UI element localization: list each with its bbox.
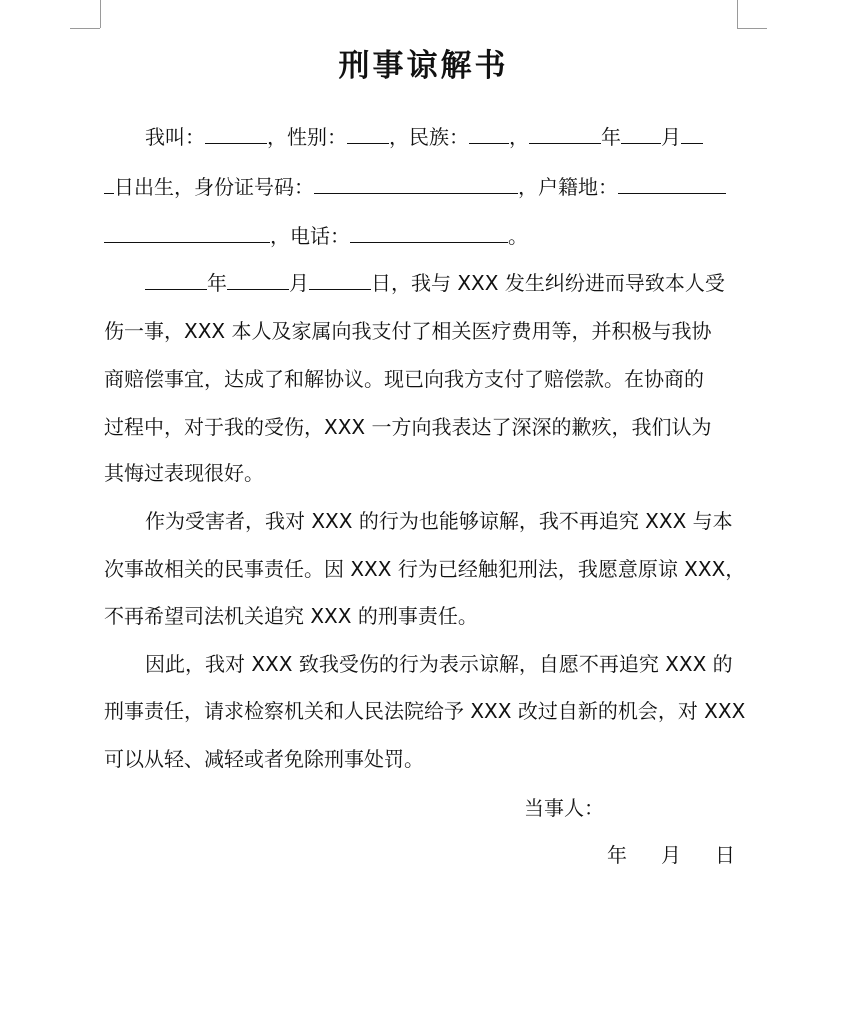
para2-line-3: 商赔偿事宜，达成了和解协议。现已向我方支付了赔偿款。在协商的 bbox=[104, 367, 704, 391]
info-line-1: 我叫： ，性别： ，民族： ， 年 月 bbox=[145, 124, 703, 150]
incident-day-blank bbox=[309, 271, 371, 290]
date-year: 年 bbox=[607, 843, 627, 867]
para3-line-2: 次事故相关的民事责任。因 XXX 行为已经触犯刑法，我愿意原谅 XXX， bbox=[104, 557, 746, 581]
incident-month-blank bbox=[227, 271, 289, 290]
signature-date bbox=[607, 842, 735, 868]
info-line-3: ，电话： 。 bbox=[104, 223, 528, 249]
document-title: 刑事谅解书 bbox=[338, 48, 509, 84]
info-line-2: 日出生，身份证号码： ，户籍地： bbox=[104, 174, 726, 200]
birth-month-blank bbox=[621, 125, 661, 144]
para2-line-4: 过程中，对于我的受伤，XXX 一方向我表达了深深的歉疚，我们认为 bbox=[104, 415, 712, 439]
phone-blank bbox=[350, 224, 508, 243]
birth-day-blank-cont bbox=[104, 175, 114, 194]
name-blank bbox=[205, 125, 267, 144]
para3-line-3: 不再希望司法机关追究 XXX 的刑事责任。 bbox=[104, 604, 478, 628]
ethnicity-blank bbox=[469, 125, 509, 144]
para2-line-5: 其悔过表现很好。 bbox=[104, 461, 264, 485]
para4-line-3: 可以从轻、减轻或者免除刑事处罚。 bbox=[104, 747, 424, 771]
id-number-blank bbox=[314, 175, 518, 194]
para4-line-1: 因此，我对 XXX 致我受伤的行为表示谅解，自愿不再追究 XXX 的 bbox=[145, 652, 733, 676]
domicile-blank bbox=[618, 175, 726, 194]
domicile-blank-cont bbox=[104, 224, 270, 243]
party-signature-label: 当事人： bbox=[524, 796, 604, 820]
para3-line-1: 作为受害者，我对 XXX 的行为也能够谅解，我不再追究 XXX 与本 bbox=[145, 509, 733, 533]
date-day: 日 bbox=[715, 843, 735, 867]
para2-line-1: 年 月 日，我与 XXX 发生纠纷进而导致本人受 bbox=[145, 270, 725, 296]
para4-line-2: 刑事责任，请求检察机关和人民法院给予 XXX 改过自新的机会，对 XXX bbox=[104, 699, 746, 723]
gender-blank bbox=[347, 125, 389, 144]
incident-year-blank bbox=[145, 271, 207, 290]
para2-line-2: 伤一事，XXX 本人及家属向我支付了相关医疗费用等，并积极与我协 bbox=[104, 319, 712, 343]
date-month: 月 bbox=[661, 843, 681, 867]
birth-day-blank-start bbox=[681, 125, 703, 144]
birth-year-blank bbox=[529, 125, 601, 144]
